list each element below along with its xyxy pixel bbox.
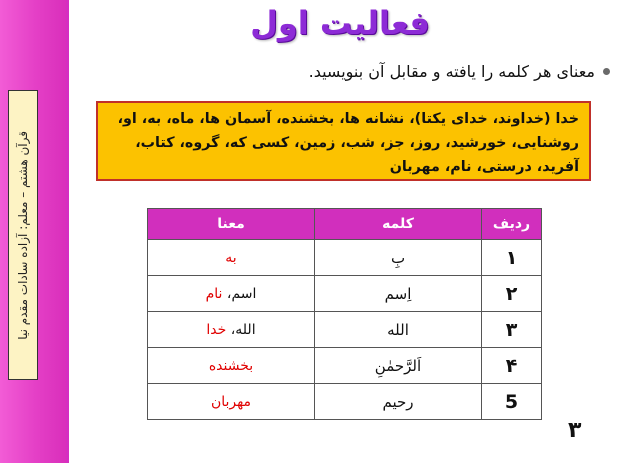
meaning-answer: به — [225, 249, 237, 266]
row-number: 5 — [482, 384, 542, 420]
side-caption: قرآن هشتم – معلم: آزاده سادات مقدم نیا — [16, 130, 30, 340]
table-row — [148, 384, 542, 420]
vocabulary-table — [147, 208, 542, 420]
row-meaning — [148, 276, 315, 312]
slide-title: فعالیت اول — [250, 4, 430, 42]
side-caption-box — [8, 90, 38, 380]
row-number: ۴ — [482, 348, 542, 384]
row-meaning — [148, 312, 315, 348]
header-word: کلمه — [315, 209, 482, 240]
meaning-answer: بخشنده — [208, 357, 254, 374]
word-bank-box: خدا (خداوند، خدای یکتا)، نشانه ها، بخشنده، آسمان ها، ماه، به، او، روشنایی، خورشید، روز، جز، شب، زمین، کسی که، گروه، کتاب، آفرید، درستی، نام، مهربان — [96, 101, 591, 181]
meaning-given: اسم، — [222, 285, 257, 302]
instruction-row — [309, 62, 610, 81]
header-row-number: ردیف — [482, 209, 542, 240]
row-number: ۲ — [482, 276, 542, 312]
row-meaning — [148, 348, 315, 384]
slide-number: ۳ — [568, 418, 582, 443]
meaning-answer: نام — [205, 285, 223, 302]
side-divider — [66, 0, 69, 463]
instruction-text: معنای هر کلمه را یافته و مقابل آن بنویسید. — [308, 62, 595, 81]
bullet-icon — [603, 68, 610, 75]
meaning-answer: خدا — [206, 321, 227, 338]
header-meaning: معنا — [148, 209, 315, 240]
meaning-given: الله، — [226, 321, 256, 338]
table-header-row — [148, 209, 542, 240]
row-word: الله — [315, 312, 482, 348]
table-row — [148, 312, 542, 348]
row-word: اَلرَّحمٰنِ — [315, 348, 482, 384]
row-word: بِ — [315, 240, 482, 276]
meaning-answer: مهربان — [210, 393, 252, 410]
table-row — [148, 348, 542, 384]
table-row — [148, 240, 542, 276]
table-row — [148, 276, 542, 312]
row-meaning — [148, 240, 315, 276]
row-word: اِسم — [315, 276, 482, 312]
row-word: رحیم — [315, 384, 482, 420]
row-number: ۱ — [482, 240, 542, 276]
row-number: ۳ — [482, 312, 542, 348]
row-meaning — [148, 384, 315, 420]
